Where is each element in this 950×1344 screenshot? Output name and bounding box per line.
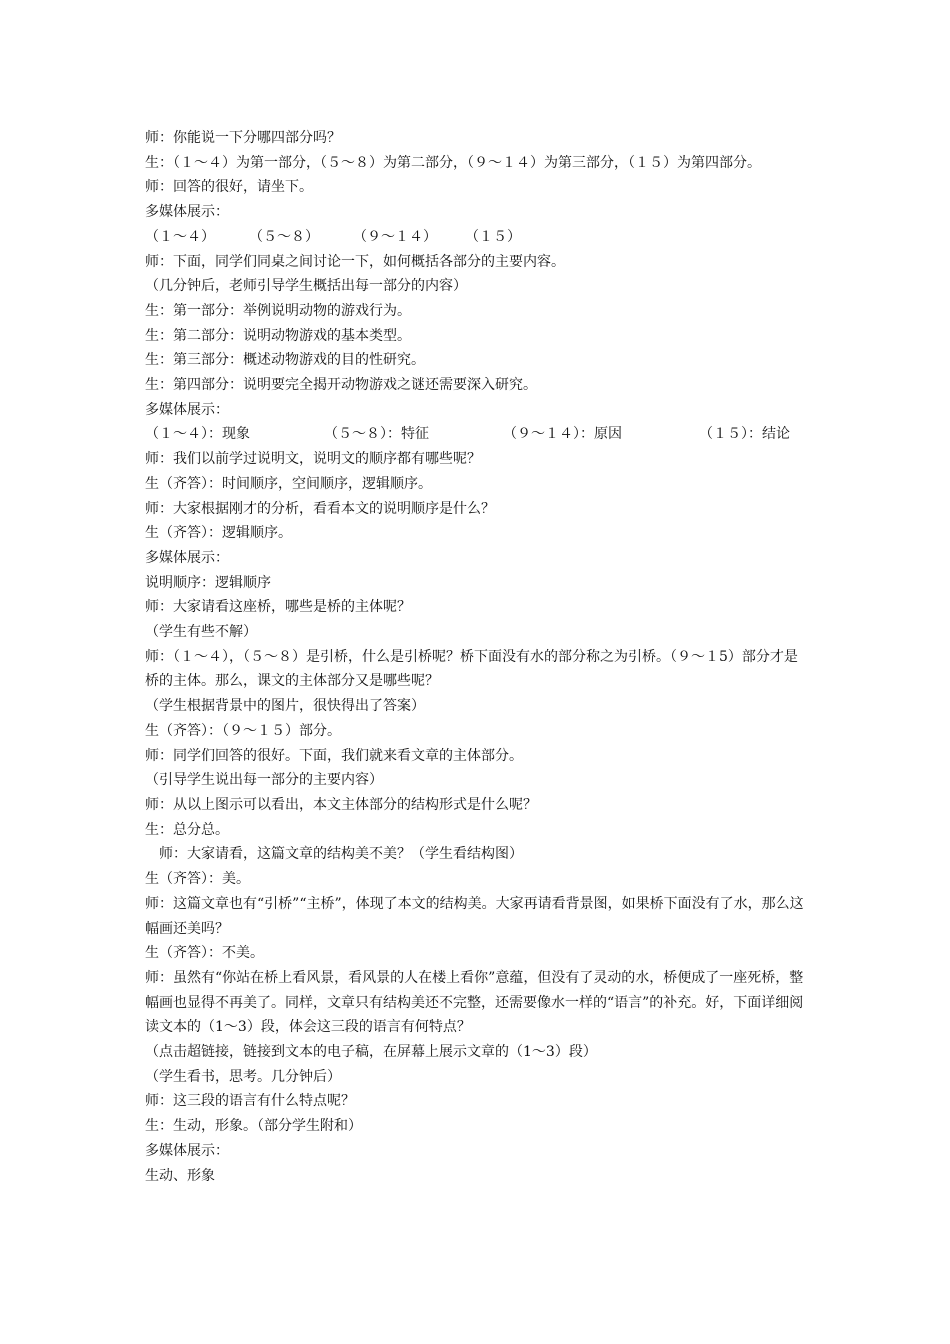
dialogue-line: 生（齐答）：不美。 (145, 945, 264, 962)
dialogue-line: 师：从以上图示可以看出，本文主体部分的结构形式是什么呢？ (145, 796, 537, 813)
dialogue-line: 生：第四部分：说明要完全揭开动物游戏之谜还需要深入研究。 (145, 377, 537, 394)
display-content: 生动、形象 (145, 1167, 215, 1184)
multimedia-heading: 多媒体展示： (145, 1142, 229, 1159)
dialogue-line: 生：（１～４）为第一部分，（５～８）为第二部分，（９～１４）为第三部分，（１５）为第四部分。 (145, 154, 761, 171)
dialogue-line: 师：大家请看，这篇文章的结构美不美？（学生看结构图） (159, 846, 523, 863)
multimedia-heading: 多媒体展示： (145, 401, 229, 418)
dialogue-line: 师：这三段的语言有什么特点呢？ (145, 1093, 355, 1110)
range-part-3: （９～１４） (353, 228, 437, 245)
summary-part-2: （５～８）：特征 (324, 426, 429, 443)
dialogue-line: 师：同学们回答的很好。下面，我们就来看文章的主体部分。 (145, 747, 523, 764)
summary-part-4: （１５）：结论 (699, 426, 790, 443)
dialogue-line: 师：（１～４），（５～８）是引桥，什么是引桥呢？桥下面没有水的部分称之为引桥。（９～１5）部分才是桥的主体。那么，课文的主体部分又是哪些呢？ (145, 648, 798, 690)
dialogue-line: 师：大家根据刚才的分析，看看本文的说明顺序是什么？ (145, 500, 495, 517)
stage-note: （学生根据背景中的图片，很快得出了答案） (145, 698, 425, 715)
dialogue-line: 生：第一部分：举例说明动物的游戏行为。 (145, 302, 411, 319)
dialogue-line: 生（齐答）：逻辑顺序。 (145, 525, 292, 542)
dialogue-line: 生（齐答）：时间顺序，空间顺序，逻辑顺序。 (145, 475, 432, 492)
range-part-1: （１～４） (145, 228, 215, 245)
display-content: 说明顺序：逻辑顺序 (145, 574, 271, 591)
dialogue-line: 生（齐答）：美。 (145, 871, 250, 888)
range-part-2: （５～８） (249, 228, 319, 245)
dialogue-line: 师：下面，同学们同桌之间讨论一下，如何概括各部分的主要内容。 (145, 253, 565, 270)
dialogue-line: 生（齐答）：（９～１５）部分。 (145, 722, 341, 739)
dialogue-line: 师：大家请看这座桥，哪些是桥的主体呢？ (145, 599, 411, 616)
dialogue-line: 生：生动，形象。（部分学生附和） (145, 1118, 362, 1135)
stage-note: （学生看书，思考。几分钟后） (145, 1068, 341, 1085)
multimedia-heading: 多媒体展示： (145, 204, 229, 221)
document-body (145, 126, 810, 1188)
dialogue-line: 生：总分总。 (145, 821, 229, 838)
multimedia-heading: 多媒体展示： (145, 549, 229, 566)
stage-note: （几分钟后，老师引导学生概括出每一部分的内容） (145, 278, 467, 295)
dialogue-line: 师：我们以前学过说明文，说明文的顺序都有哪些呢？ (145, 451, 481, 468)
stage-note: （学生有些不解） (145, 624, 257, 641)
stage-note: （点击超链接，链接到文本的电子稿，在屏幕上展示文章的（1～3）段） (145, 1044, 597, 1061)
dialogue-line: 师：你能说一下分哪四部分吗？ (145, 130, 341, 146)
dialogue-line: 生：第二部分：说明动物游戏的基本类型。 (145, 327, 411, 344)
summary-part-1: （１～４）：现象 (145, 426, 250, 443)
section-summary-row (145, 422, 810, 447)
dialogue-line: 师：这篇文章也有“引桥”“主桥”，体现了本文的结构美。大家再请看背景图，如果桥下面没有了水，那么这幅画还美吗？ (145, 895, 804, 937)
summary-part-3: （９～１４）：原因 (503, 426, 622, 443)
dialogue-line: 生：第三部分：概述动物游戏的目的性研究。 (145, 352, 425, 369)
stage-note: （引导学生说出每一部分的主要内容） (145, 772, 383, 789)
dialogue-line: 师：虽然有“你站在桥上看风景，看风景的人在楼上看你”意蕴，但没有了灵动的水，桥便成了一座死桥，整幅画也显得不再美了。同样，文章只有结构美还不完整，还需要像水一样的“语言”的补充。好，下面详细阅读文本的（1～3）段，体会这三段的语言有何特点？ (145, 969, 804, 1036)
dialogue-line: 师：回答的很好，请坐下。 (145, 179, 313, 196)
range-part-4: （１５） (465, 228, 521, 245)
section-range-row (145, 225, 810, 250)
